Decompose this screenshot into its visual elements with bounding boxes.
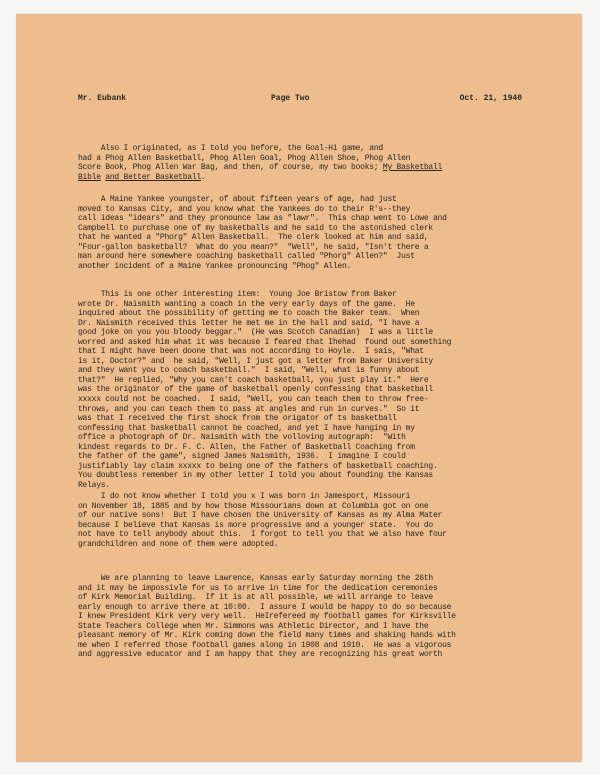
text-line: the father of the game", signed James Naismith, 1936. I imagine I could: [78, 452, 406, 462]
text-line: early enough to arrive there at 10:00. I assure I would be happy to do so because: [78, 602, 452, 612]
text-line: man around here somewhere coaching basketball called "Phorg" Allen?" Just: [78, 252, 415, 262]
text-line: that?" He replied, "Why you can't coach basketball, you just play it." Here: [78, 375, 429, 385]
text-line: xxxxx could not be coached. I said, "Well, you can teach them to throw free-: [78, 395, 429, 405]
text-line: of Kirk Memorial Building. If it is at all possible, we will arrange to leave: [78, 593, 433, 603]
text-line: me when I referred those football games along in 1908 and 1910. He was a vigorous: [78, 640, 452, 650]
text-line: I do not know whether I told you x I was born in Jamesport, Missouri: [78, 492, 411, 501]
text-line: office a photograph of Dr. Naismith with the volloving autograph: "With: [78, 433, 406, 443]
text-segment: Score Book, Phog Allen War Bag, and then, of course, my two books;: [78, 163, 383, 173]
text-line: and it may be impossivle for us to arrive in time for the dedication ceremonies: [78, 583, 438, 593]
paragraph-4: [78, 492, 530, 549]
text-line: moved to Kansas City, and you know what the Yankees do to their R's--they: [78, 204, 411, 214]
paragraph-2: [78, 195, 530, 271]
text-line: not have to tell anybody about this. I forgot to tell you that we also have four: [78, 530, 447, 540]
letter-header: [78, 94, 522, 110]
text-line: grandchildren and none of them were adopted.: [78, 539, 279, 549]
letter-page: [16, 14, 582, 762]
text-line: justifiably lay claim xxxxx to being one of the fathers of basketball coaching.: [78, 461, 438, 471]
text-line: that I might have been doone that was not according to Hoyle. I sais, "What: [78, 347, 424, 357]
text-line: wrote Dr. Naismith wanting a coach in the very early days of the game. He: [78, 299, 415, 309]
paragraph-5: [78, 574, 530, 660]
text-line: and aggressive educator and I am happy that they are recognizing his great worth: [78, 650, 443, 660]
text-line: Also I originated, as I told you before, the Goal-Hi game, and: [78, 144, 383, 153]
text-line: State Teachers College when Mr. Simmons was Athletic Director, and I have the: [78, 621, 429, 631]
text-line: confessing that basketball cannot be coached, and yet I have hanging in my: [78, 423, 415, 433]
text-line: [78, 173, 530, 183]
page-number: Page Two: [271, 94, 310, 103]
text-line: good joke on you you bloody beggar." (He was Scotch Canadian) I was a little: [78, 328, 433, 338]
text-line: We are planning to leave Lawrence, Kansas early Saturday morning the 26th: [78, 574, 433, 583]
text-line: had a Phog Allen Basketball, Phog Allen Goal, Phog Allen Shoe, Phog Allen: [78, 153, 411, 163]
text-line: of our native sons! But I have chosen the University of Kansas as my Alma Mater: [78, 511, 443, 521]
text-line: You doubtless remember in my other letter I told you about founding the Kansas: [78, 471, 433, 481]
text-line: was the originator of the game of basketball openly confessing that basketball: [78, 385, 433, 395]
text-line: and they want you to coach basketball." I said, "Well, what is funny about: [78, 366, 420, 376]
text-line: inquired about the possibility of getting me to coach the Baker team. When: [78, 309, 420, 319]
recipient-line: Mr. Eubank: [78, 94, 127, 103]
text-line: call ideas "idears" and they pronounce law as "lawr". This chap went to Lowe and: [78, 214, 447, 224]
book-title-underlined: Bible: [78, 172, 101, 182]
text-line: that he wanted a "Phorg" Allen Basketball. The clerk looked at him and said,: [78, 233, 429, 243]
text-line: worred and asked him what it was because I feared that Ihehad found out something: [78, 337, 452, 347]
text-line: throws, and you can teach them to pass at angles and run in curves." So it: [78, 404, 420, 414]
paragraph-3: [78, 290, 530, 490]
text-line: on November 18, 1885 and by how those Missourians down at Columbia got on one: [78, 501, 429, 511]
text-line: [78, 163, 530, 173]
text-line: another incident of a Maine Yankee pronouncing "Phog" Allen.: [78, 261, 352, 271]
text-line: kindest regards to Dr. F. C. Allen, the Father of Basketball Coaching from: [78, 442, 415, 452]
paragraph-1: [78, 144, 530, 182]
text-line: pleasant memory of Mr. Kirk coming down the field many times and shaking hands with: [78, 631, 456, 641]
book-title-underlined: and Better Basketball: [105, 172, 201, 182]
text-segment: .: [200, 172, 206, 182]
book-title-underlined: My Basketball: [382, 163, 443, 173]
text-line: Campbell to purchase one of my basketballs and he said to the astonished clerk: [78, 223, 433, 233]
text-line: This is one other interesting item: Young Joe Bristow from Baker: [78, 290, 397, 299]
letter-date: Oct. 21, 1940: [459, 94, 522, 103]
text-line: Dr. Naismith received this letter he met me in the hall and said, "I have a: [78, 318, 420, 328]
text-line: Relays.: [78, 480, 110, 490]
text-line: was that I received the first shock from the origator of ts basketball: [78, 414, 397, 424]
text-line: because I believe that Kansas is more progressive and a younger state. You do: [78, 520, 433, 530]
text-line: A Maine Yankee youngster, of about fifteen years of age, had just: [78, 195, 397, 204]
text-line: is it, Doctor?" and he said, "Well, I just got a letter from Baker University: [78, 356, 433, 366]
text-line: "Four-gallon basketball? What do you mean?" "Well", he said, "Isn't there a: [78, 242, 429, 252]
text-line: I knew President Kirk very very well. HeIrefereed my football games for Kirksville: [78, 612, 456, 622]
